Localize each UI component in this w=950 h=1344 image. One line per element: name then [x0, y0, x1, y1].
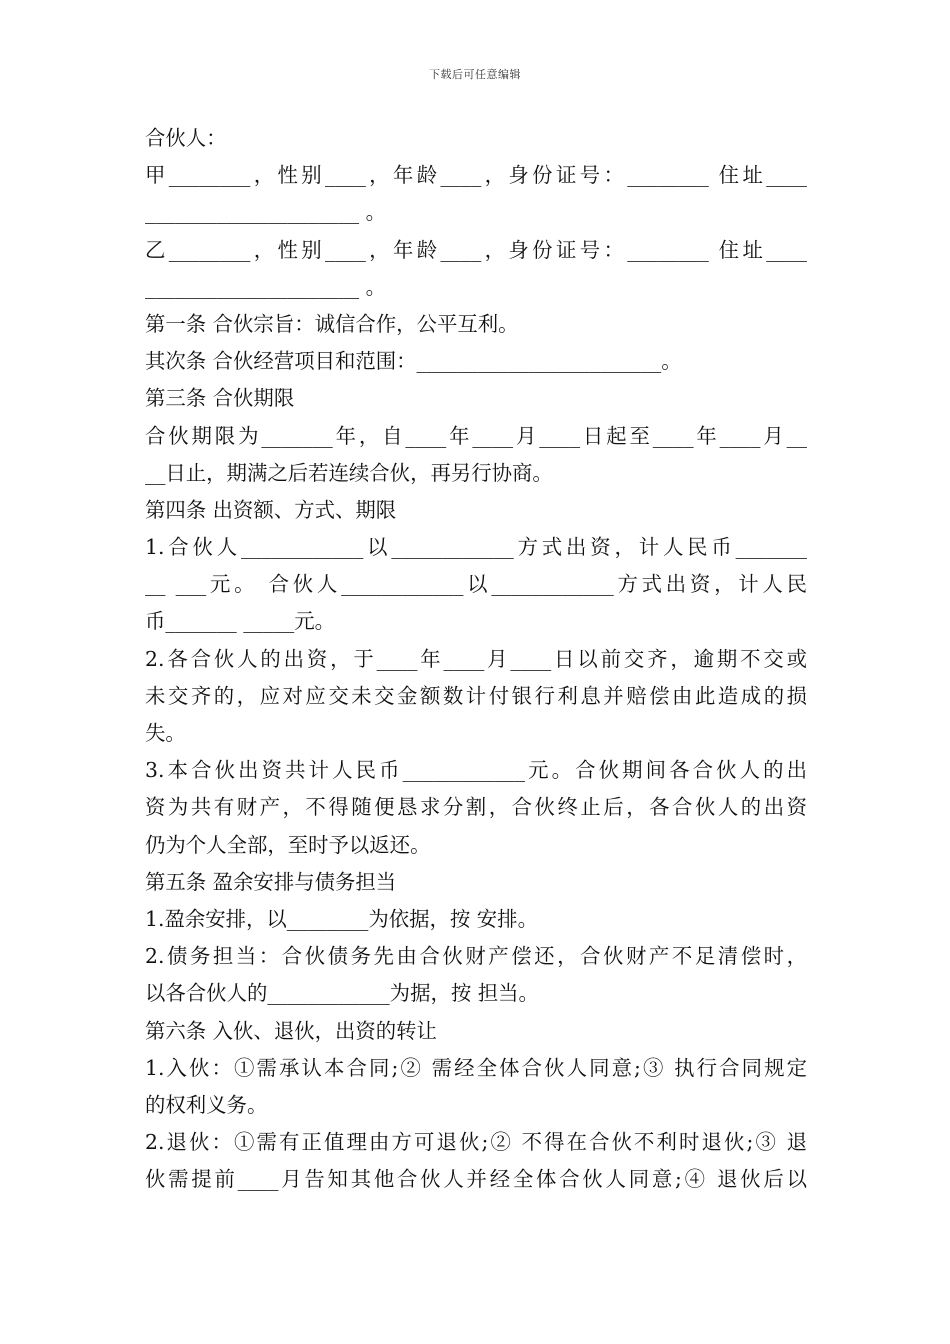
article-6-clause-2-line: 伙需提前____月告知其他合伙人并经全体合伙人同意;④ 退伙后以 [145, 1167, 807, 1192]
article-4-clause-1-line: 1.合伙人____________以____________方式出资，计人民币_______ [145, 535, 807, 560]
article-4-clause-2-line: 2.各合伙人的出资，于____年____月____日以前交齐，逾期不交或 [145, 646, 807, 671]
article-5-clause-1: 1.盈余安排，以________为依据，按 安排。 [145, 906, 538, 931]
article-4-clause-3-line: 资为共有财产，不得随便恳求分割，合伙终止后，各合伙人的出资 [145, 795, 807, 820]
article-1: 第一条 合伙宗旨：诚信合作，公平互利。 [145, 311, 519, 336]
article-5-clause-2-line: 2.债务担当：合伙债务先由合伙财产偿还，合伙财产不足清偿时， [145, 944, 807, 969]
partner-a-address-line: _____________________ 。 [145, 200, 386, 225]
partner-a-line: 甲________，性别____，年龄____，身份证号：________ 住址____ [145, 163, 807, 188]
article-5-heading: 第五条 盈余安排与债务担当 [145, 869, 397, 894]
article-6-heading: 第六条 入伙、退伙，出资的转让 [145, 1018, 437, 1043]
article-4-clause-2-line: 失。 [145, 721, 186, 745]
article-4-clause-3-line: 3.本合伙出资共计人民币____________元。合伙期间各合伙人的出 [145, 758, 807, 783]
article-3-text-line: __日止，期满之后若连续合伙，再另行协商。 [145, 460, 553, 485]
article-4-clause-3-line: 仍为个人全部，至时予以返还。 [145, 832, 431, 857]
article-2: 其次条 合伙经营项目和范围：________________________。 [145, 349, 682, 374]
article-3-heading: 第三条 合伙期限 [145, 386, 295, 411]
article-6-clause-2-line: 2.退伙：①需有正值理由方可退伙;② 不得在合伙不利时退伙;③ 退 [145, 1130, 807, 1155]
article-4-clause-2-line: 未交齐的，应对应交未交金额数计付银行利息并赔偿由此造成的损 [145, 683, 807, 708]
contract-body [145, 120, 807, 1198]
partners-heading: 合伙人： [145, 126, 227, 150]
partner-b-address-line: _____________________ 。 [145, 274, 386, 299]
article-4-heading: 第四条 出资额、方式、期限 [145, 497, 397, 522]
article-4-clause-1-line: __ ___元。 合伙人____________以____________方式出资，计人民 [145, 572, 807, 597]
article-6-clause-1-line: 1.入伙：①需承认本合同;② 需经全体合伙人同意;③ 执行合同规定 [145, 1055, 807, 1080]
article-4-clause-1-line: 币_______ _____元。 [145, 609, 335, 634]
article-6-clause-1-line: 的权利义务。 [145, 1092, 268, 1117]
header-note: 下载后可任意编辑 [429, 68, 521, 81]
partner-b-line: 乙________，性别____，年龄____，身份证号：________ 住址____ [145, 237, 807, 262]
article-3-text-line: 合伙期限为_______年，自____年____月____日起至____年____月__ [145, 423, 807, 448]
article-5-clause-2-line: 以各合伙人的____________为据，按 担当。 [145, 981, 539, 1006]
